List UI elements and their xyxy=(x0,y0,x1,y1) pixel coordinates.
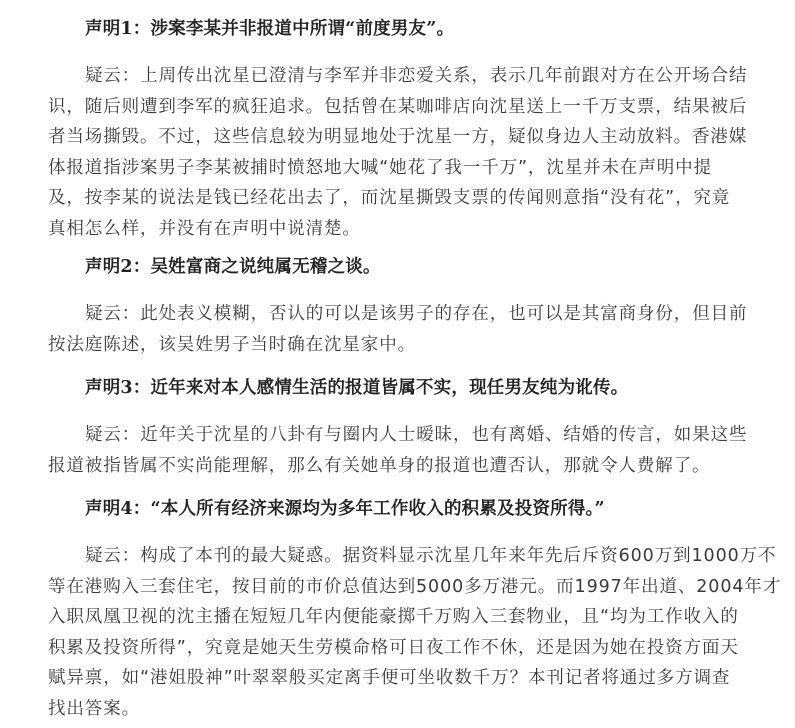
paragraph-line: 者当场撕毁。不过，这些信息较为明显地处于沈星一方，疑似身边人主动放料。香港媒 xyxy=(48,127,748,147)
statement-1-heading: 声明1：涉案李某并非报道中所谓“前度男友”。 xyxy=(85,19,455,39)
statement-1-analysis xyxy=(48,61,748,244)
paragraph-line: 体报道指涉案男子李某被捕时愤怒地大喊“她花了我一千万”，沈星并未在声明中提 xyxy=(48,157,712,178)
paragraph-line: 疑云：近年关于沈星的八卦有与圈内人士暧昧，也有离婚、结婚的传言，如果这些 xyxy=(85,425,748,445)
paragraph-line: 疑云：上周传出沈星已澄清与李军并非恋爱关系，表示几年前跟对方在公开场合结 xyxy=(85,66,748,86)
paragraph-line: 找出答案。 xyxy=(48,698,140,719)
statement-2-analysis xyxy=(48,299,748,360)
paragraph-line: 等在港购入三套住宅，按目前的市价总值达到5000多万港元。而1997年出道、2004年才 xyxy=(48,576,782,597)
paragraph-line: 疑云：此处表义模糊，否认的可以是该男子的存在，也可以是其富商身份，但目前 xyxy=(85,304,748,324)
paragraph-line: 报道被指皆属不实尚能理解，那么有关她单身的报道也遭否认，那就令人费解了。 xyxy=(48,455,711,476)
statement-3-heading: 声明3：近年来对本人感情生活的报道皆属不实，现任男友纯为讹传。 xyxy=(85,378,629,398)
paragraph-line: 入职凤凰卫视的沈主播在短短几年内便能豪掷千万购入三套物业，且“均为工作收入的 xyxy=(48,607,739,627)
paragraph-line: 真相怎么样，并没有在声明中说清楚。 xyxy=(48,218,361,239)
statement-4-heading: 声明4：“本人所有经济来源均为多年工作收入的积累及投资所得。” xyxy=(85,499,605,519)
statement-4-analysis xyxy=(48,541,782,724)
paragraph-line: 及，按李某的说法是钱已经花出去了，而沈星撕毁支票的传闻则意指“没有花”，究竟 xyxy=(48,188,731,208)
paragraph-line: 积累及投资所得”，究竟是她天生劳模命格可日夜工作不休，还是因为她在投资方面天 xyxy=(48,637,739,658)
paragraph-line: 赋异禀，如“港姐股神”叶翠翠般买定离手便可坐收数千万？本刊记者将通过多方调查 xyxy=(48,668,731,688)
paragraph-line: 按法庭陈述，该吴姓男子当时确在沈星家中。 xyxy=(48,334,416,355)
statement-2-heading: 声明2：吴姓富商之说纯属无稽之谈。 xyxy=(85,257,381,277)
paragraph-line: 识，随后则遭到李军的疯狂追求。包括曾在某咖啡店向沈星送上一千万支票，结果被后 xyxy=(48,96,748,117)
paragraph-line: 疑云：构成了本刊的最大疑惑。据资料显示沈星几年来年先后斥资600万到1000万不 xyxy=(85,546,777,566)
statement-3-analysis xyxy=(48,420,748,481)
